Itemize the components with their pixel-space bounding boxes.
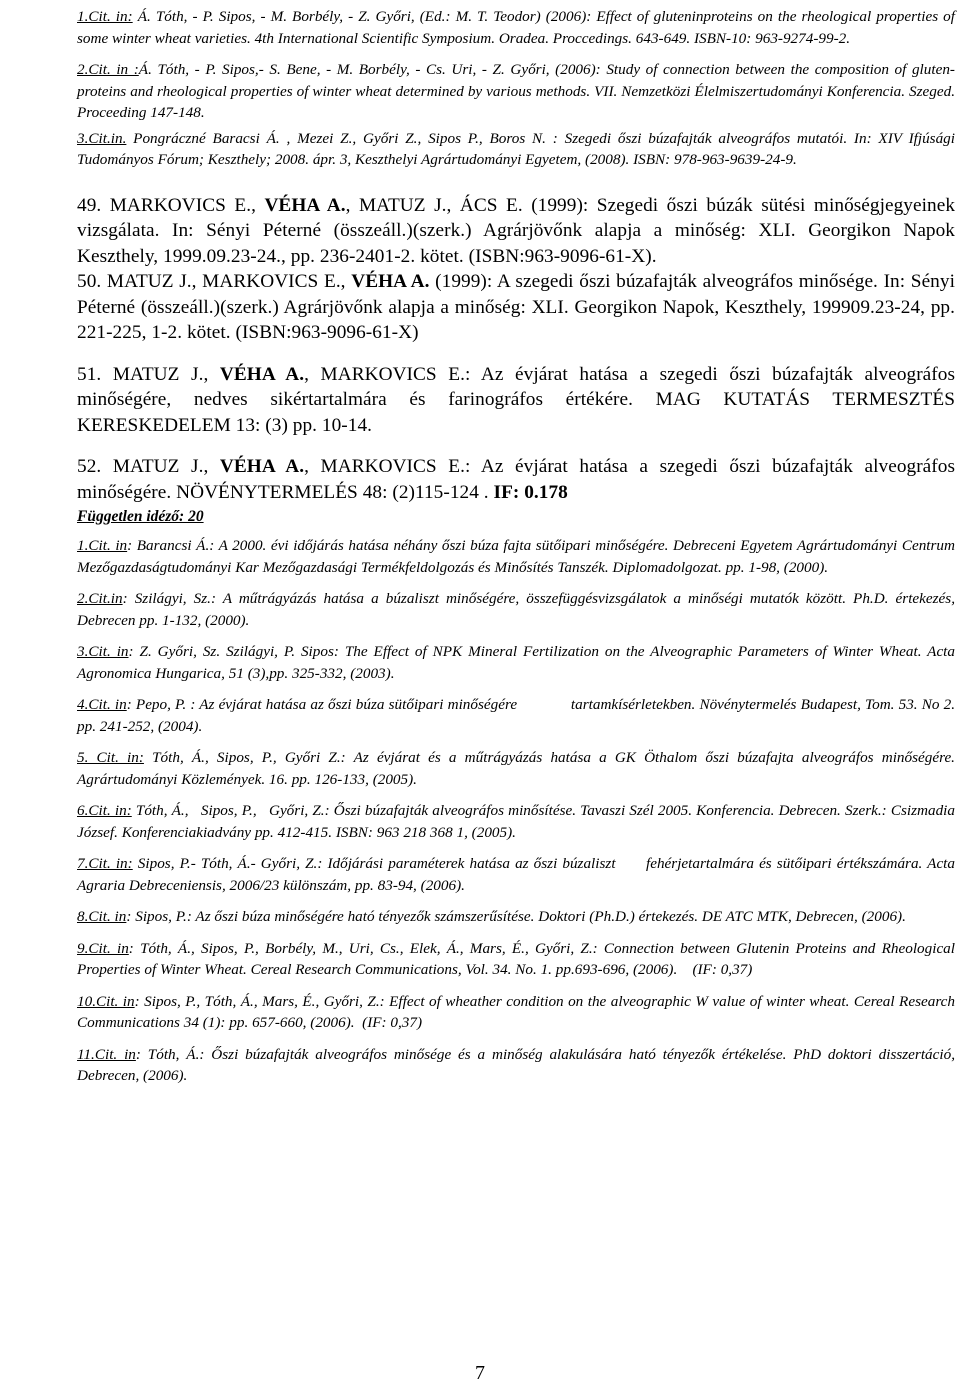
impact-factor: IF: 0.178 <box>493 481 568 503</box>
citation-item <box>77 588 955 631</box>
publication-entry-49 <box>77 193 955 270</box>
citation-text: : Barancsi Á.: A 2000. évi időjárás hatása néhány őszi búza fajta sütőipari minőségére. Debreceni Egyetem Agrártudományi Centrum Mezőgazdaságtudományi Kar Mezőgazdasági Termékfeldolgozás és Minősítés Tanszék. Diplomadolgozat. pp. 1-98, (2000). <box>77 537 955 576</box>
entry-authors-pre: 49. MARKOVICS E., <box>77 194 265 216</box>
citation-label: 1.Cit. in: <box>77 8 133 25</box>
citation-text: Pongráczné Baracsi Á. , Mezei Z., Győri Z., Sipos P., Boros N. : Szegedi őszi búzafajták alveográfos mutatói. In: XIV Ifjúsági Tudományos Fórum; Keszthely; 2008. ápr. 3, Keszthelyi Agrártudományi Egyetem, (2008). ISBN: 978-963-9639-24-9. <box>77 129 955 168</box>
citation-text: : Z. Győri, Sz. Szilágyi, P. Sipos: The Effect of NPK Mineral Fertilization on the Alveographic Parameters of Winter Wheat. Acta Agronomica Hungarica, 51 (3),pp. 325-332, (2003). <box>77 643 955 682</box>
entry-authors-pre: 51. MATUZ J., <box>77 363 220 385</box>
citation-label: 9.Cit. in <box>77 939 129 957</box>
entry-author-highlight: VÉHA A. <box>219 456 305 477</box>
citation-label: 2.Cit. in : <box>77 61 139 78</box>
citation-label: 1.Cit. in <box>77 537 128 554</box>
citation-text: : Szilágyi, Sz.: A műtrágyázás hatása a búzaliszt minőségére, összefüggésvizsgálatok a minőségi mutatók között. Ph.D. értekezés, Debrecen pp. 1-132, (2000). <box>77 590 955 629</box>
citation-item <box>77 1044 955 1087</box>
citation-text: : Sipos, P.: Az őszi búza minőségére ható tényezők számszerűsítése. Doktori (Ph.D.) értekezés. DE ATC MTK, Debrecen, (2006). <box>126 908 906 925</box>
top-citation-2 <box>77 59 955 124</box>
publication-entry-50 <box>77 269 955 346</box>
citation-text: : Tóth, Á., Sipos, P., Borbély, M., Uri, Cs., Elek, Á., Mars, É., Győri, Z.: Connection between Glutenin Proteins and Rheological Properties of Winter Wheat. Cereal Research Communications, Vol. 34. No. 1. pp.693-696, (2006). (IF: 0,37) <box>77 939 959 978</box>
entry-authors-pre: 50. MATUZ J., MARKOVICS E., <box>77 271 352 292</box>
top-citation-1 <box>77 6 955 49</box>
entry-body: (1999): A szegedi őszi búzafajták alveográfos minősége. In: Sényi Péterné (összeáll.)(szerk.) Agrárjövőnk alapja a minőség: XLI. Georgikon Napok, Keszthely, 199909.23-24, pp. 221-225, 1-2. kötet. (ISBN:963-9096-61-X) <box>77 271 955 343</box>
citation-label: 2.Cit.in <box>77 590 123 607</box>
publication-entry-51 <box>77 362 955 439</box>
citation-label: 5. Cit. in: <box>77 749 144 766</box>
publication-entry-52 <box>77 454 955 505</box>
entry-body: , MARKOVICS E.: Az évjárat hatása a szegedi őszi búzafajták alveográfos minőségére. NÖVÉNYTERMELÉS 48: (2)115-124 . <box>77 456 955 503</box>
citation-text: Tóth, Á., Sipos, P., Győri Z.: Az évjárat és a műtrágyázás hatása a GK Öthalom őszi búzafajta alveográfos minőségére. Agrártudományi Közlemények. 16. pp. 126-133, (2005). <box>77 749 955 788</box>
citation-text: Á. Tóth, - P. Sipos,- S. Bene, - M. Borbély, - Cs. Uri, - Z. Győri, (2006): Study of connection between the composition of gluten-proteins and rheological properties of winter wheat determined by various methods. VII. Nemzetközi Élelmiszertudományi Konferencia. Szeged. Proceeding 147-148. <box>77 61 955 121</box>
citation-item <box>77 747 955 790</box>
citation-item <box>77 991 959 1034</box>
citation-item <box>77 694 959 737</box>
citation-text: Sipos, P.- Tóth, Á.- Győri, Z.: Időjárási paraméterek hatása az őszi búzaliszt fehérjetartalmára és sütőipari értékszámára. Acta Agraria Debreceniensis, 2006/23 különszám, pp. 83-94, (2006). <box>77 855 959 894</box>
citation-item <box>77 906 955 928</box>
independent-citation-list <box>77 535 959 1087</box>
entry-author-highlight: VÉHA A. <box>351 271 430 292</box>
citation-item <box>77 641 955 684</box>
citation-label: 7.Cit. in: <box>77 855 133 872</box>
citation-text: Tóth, Á., Sipos, P., Győri, Z.: Őszi búzafajták alveográfos minősítése. Tavaszi Szél 2005. Konferencia. Debrecen. Szerk.: Csizmadia József. Konferenciakiadvány pp. 412-415. ISBN: 963 218 368 1, (2005). <box>77 802 959 841</box>
citation-label: 8.Cit. in <box>77 908 127 925</box>
citation-label: 11.Cit. in <box>77 1045 136 1063</box>
document-page <box>77 6 959 1097</box>
entry-author-highlight: VÉHA A. <box>219 363 305 385</box>
entry-body: , MATUZ J., ÁCS E. (1999): Szegedi őszi búzák sütési minőségjegyeinek vizsgálata. In: Sényi Péterné (összeáll.)(szerk.) Agrárjövőnk alapja a minőség: XLI. Georgikon Napok Keszthely, 1999.09.23-24., pp. 236-2401-2. kötet. (ISBN:963-9096-61-X). <box>77 194 956 267</box>
citation-item <box>77 800 959 843</box>
citation-label: 10.Cit. in <box>77 992 135 1010</box>
top-citation-3 <box>77 128 955 171</box>
citation-label: 3.Cit.in. <box>77 129 127 147</box>
citation-item <box>77 938 959 981</box>
entry-author-highlight: VÉHA A. <box>264 194 346 216</box>
entry-authors-pre: 52. MATUZ J., <box>77 456 220 477</box>
independent-citations-heading: Független idéző: 20 <box>77 508 204 525</box>
citation-text: : Tóth, Á.: Őszi búzafajták alveográfos minősége és a minőség alakulására ható tényezők értékelése. PhD doktori disszertáció, Debrecen, (2006). <box>77 1045 955 1084</box>
citation-label: 4.Cit. in <box>77 696 127 713</box>
citation-text: : Pepo, P. : Az évjárat hatása az őszi búza sütőipari minőségére tartamkísérletekben. Növénytermelés Budapest, Tom. 53. No 2. pp. 241-252, (2004). <box>77 696 959 735</box>
citation-label: 6.Cit. in: <box>77 802 132 819</box>
citation-text: : Sipos, P., Tóth, Á., Mars, É., Győri, Z.: Effect of wheather condition on the alveographic W value of winter wheat. Cereal Research Communications 34 (1): pp. 657-660, (2006). (IF: 0,37) <box>77 992 959 1031</box>
citation-item <box>77 853 959 896</box>
page-number: 7 <box>475 1362 485 1384</box>
citation-item <box>77 535 955 578</box>
entry-body: , MARKOVICS E.: Az évjárat hatása a szegedi őszi búzafajták alveográfos minőségére, nedves sikértartalmára és farinográfos értékére. MAG KUTATÁS TERMESZTÉS KERESKEDELEM 13: (3) pp. 10-14. <box>77 363 955 436</box>
citation-label: 3.Cit. in <box>77 643 129 660</box>
citation-text: Á. Tóth, - P. Sipos, - M. Borbély, - Z. Győri, (Ed.: M. T. Teodor) (2006): Effect of gluteninproteins on the rheological properties of some winter wheat varieties. 4th International Scientific Symposium. Oradea. Proccedings. 643-649. ISBN-10: 963-9274-99-2. <box>77 8 955 47</box>
